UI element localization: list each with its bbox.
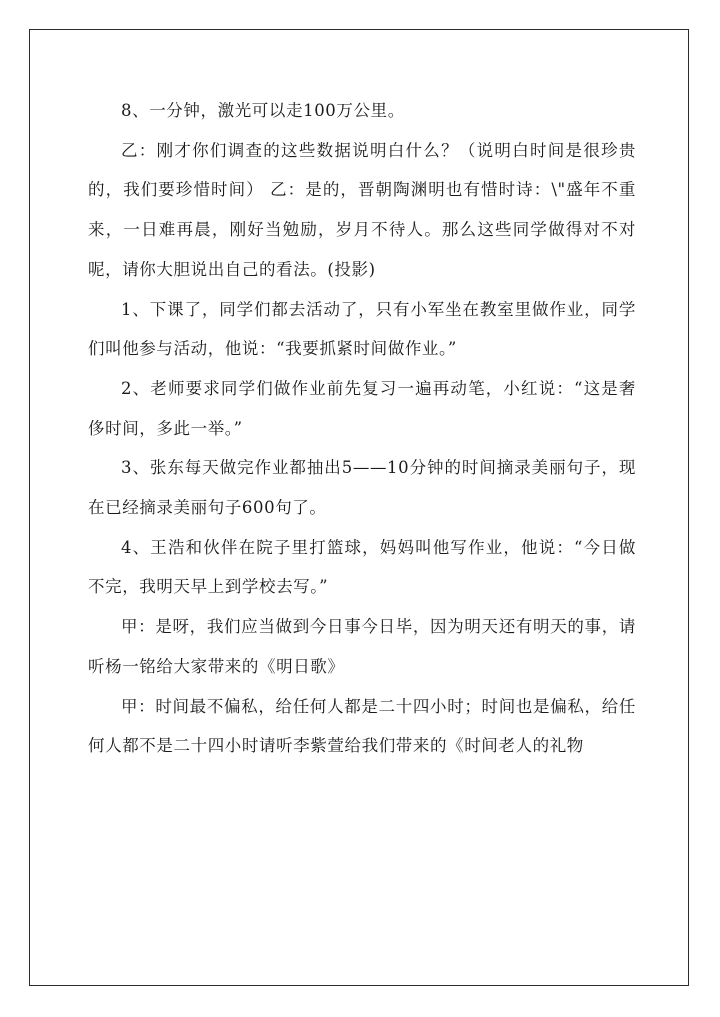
paragraph-fact-8: 8、一分钟，激光可以走100万公里。 bbox=[121, 101, 405, 120]
paragraph-dialogue-jia-1: 甲：是呀，我们应当做到今日事今日毕，因为明天还有明天的事，请听杨一铭给大家带来的《明日歌》 bbox=[88, 617, 636, 676]
paragraph-case-2: 2、老师要求同学们做作业前先复习一遍再动笔，小红说：“这是奢侈时间，多此一举。” bbox=[88, 378, 636, 438]
document-body bbox=[88, 91, 636, 766]
paragraph-case-4: 4、王浩和伙伴在院子里打篮球，妈妈叫他写作业，他说：“今日做不完，我明天早上到学校去写。” bbox=[88, 537, 636, 597]
paragraph-case-1: 1、下课了，同学们都去活动了，只有小军坐在教室里做作业，同学们叫他参与活动，他说：“我要抓紧时间做作业。” bbox=[88, 299, 636, 359]
paragraph-dialogue-yi: 乙：刚才你们调查的这些数据说明白什么？（说明白时间是很珍贵的，我们要珍惜时间） 乙：是的，晋朝陶渊明也有惜时诗：\"盛年不重来，一日难再晨，刚好当勉励，岁月不待人。那么这些同学做得对不对呢，请你大胆说出自己的看法。(投影) bbox=[88, 140, 636, 279]
paragraph-dialogue-jia-2: 甲：时间最不偏私，给任何人都是二十四小时；时间也是偏私，给任何人都不是二十四小时请听李紫萱给我们带来的《时间老人的礼物 bbox=[88, 696, 636, 756]
paragraph-case-3: 3、张东每天做完作业都抽出5——10分钟的时间摘录美丽句子，现在已经摘录美丽句子600句了。 bbox=[88, 458, 636, 518]
